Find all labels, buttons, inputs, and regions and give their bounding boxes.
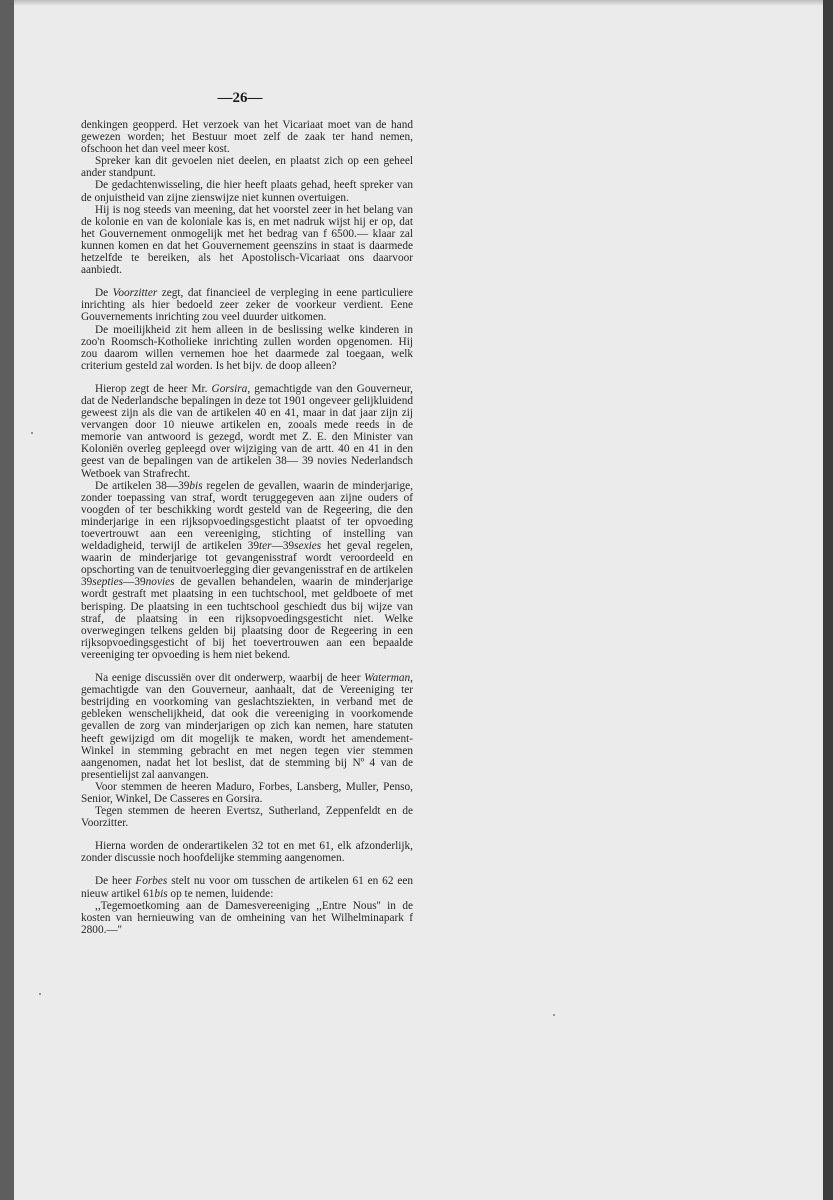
page-number: —26— bbox=[217, 90, 263, 106]
paragraph-3: De gedachtenwisseling, die hier heeft plaats gehad, heeft spreker van de onjuistheid van zijne zienswijze niet kunnen overtuigen. bbox=[81, 179, 413, 204]
text-column bbox=[81, 119, 413, 936]
speaker-name-gorsira: Gorsira bbox=[211, 382, 248, 395]
paragraph-4: Hij is nog steeds van meening, dat het voorstel zeer in het belang van de kolonie en van de koloniale kas is, en met nadruk wijst hij er op, dat het Gouvernement onmogelijk met het bedrag van f 6500.— klaar zal kunnen komen en dat het Gouvernement geenszins in staat is daarmede hetzelfde te bereiken, als het Apostolisch-Vicariaat ons daarvoor aanbiedt. bbox=[81, 203, 413, 277]
text-segment: , gemachtigde van den Gouverneur, aanhaalt, dat de Vereeniging ter bestrijding en voorkoming van geslachtsziekten, in verband met de gebleken wenschelijkheid, dat ook die vereeniging in voorkomende gevallen de zorg van minderjarigen op zich kan nemen, hare statuten heeft gewijzigd om dit mogelijk te maken, wordt het amendement-Winkel in stemming gebracht en met negen tegen vier stemmen aangenomen, nadat het lot beslist, dat de stemming bij Nº 4 van de presentielijst zal aanvangen. bbox=[81, 672, 413, 781]
paragraph-7 bbox=[81, 383, 413, 480]
paragraph-5 bbox=[81, 287, 413, 323]
italic-term: sexies bbox=[294, 540, 322, 553]
paragraph-2: Spreker kan dit gevoelen niet deelen, en plaatst zich op een geheel ander standpunt. bbox=[81, 155, 413, 180]
italic-term: bis bbox=[154, 887, 168, 900]
paragraph-7-body: , gemachtigde van den Gouverneur, dat de Nederlandsche bepalingen in deze tot 1901 ongeveer gelijkluidend geweest zijn als die van de artikelen 40 en 41, maar in dat jaar zijn zij vervangen door 10 nieuwe artikelen en, zooals mede reeds in de memorie van antwoord is gezegd, wordt met Z. E. den Minister van Koloniën overleg gepleegd over wijziging van de artt. 40 en 41 in den geest van de bepalingen van de artikelen 38— 39 novies Nederlandsch Wetboek van Strafrecht. bbox=[81, 382, 413, 480]
paragraph-10: Voor stemmen de heeren Maduro, Forbes, Lansberg, Muller, Penso, Senior, Winkel, De Casseres en Gorsira. bbox=[81, 780, 413, 805]
text-segment: De artikelen 38—39 bbox=[95, 479, 190, 492]
paragraph-9 bbox=[81, 672, 413, 781]
italic-term: Waterman bbox=[364, 672, 411, 685]
paragraph-12: Hierna worden de onderartikelen 32 tot en met 61, elk afzonderlijk, zonder discussie noch hoofdelijke stemming aangenomen. bbox=[81, 840, 413, 865]
text-segment: de gevallen behandelen, waarin de minderjarige wordt gestraft met plaatsing in een tuchtschool, met geldboete of met berisping. De plaatsing in een tuchtschool geschiedt dus bij wijze van straf, de plaatsing in een rijksopvoedingsgesticht niet. Welke overwegingen telkens gelden bij plaatsing door de Regeering in een rijksopvoedingsgesticht of bij het toevertrouwen aan een bepaalde vereeniging ter opvoeding is hem niet bekend. bbox=[81, 576, 413, 661]
paragraph-7-lead: Hierop zegt de heer Mr. bbox=[95, 382, 212, 395]
paper-speck bbox=[553, 1014, 555, 1016]
paragraph-6: De moeilijkheid zit hem alleen in de beslissing welke kinderen in zoo'n Roomsch-Kotholieke inrichting zullen worden opgenomen. Hij zou daarom willen vernemen hoe het daarmede zal toegaan, welk criterium gesteld zal worden. Is het bijv. de doop alleen? bbox=[81, 323, 413, 372]
paragraph-1: denkingen geopperd. Het verzoek van het Vicariaat moet van de hand gewezen worden; het Bestuur moet zelf de zaak ter hand nemen, ofschoon het dan veel meer kost. bbox=[81, 119, 413, 156]
paragraph-5-body: zegt, dat financieel de verpleging in eene particuliere inrichting als hier bedoeld zeer zeker de voorkeur verdient. Eene Gouvernements inrichting zou veel duurder uitkomen. bbox=[81, 287, 414, 324]
text-segment: op te nemen, luidende: bbox=[167, 887, 274, 900]
paragraph-14: ,,Tegemoetkoming aan de Damesvereeniging ,,Entre Nous'' in de kosten van hernieuwing van de omheining van het Wilhelminapark f 2800.—'' bbox=[81, 899, 413, 936]
text-segment: —39 bbox=[123, 576, 146, 589]
italic-term: ter bbox=[259, 540, 272, 553]
text-segment: regelen de gevallen, waarin de minderjarige, zonder toepassing van straf, wordt teruggegeven aan zijne ouders of voogden of ter beschikking wordt gesteld van de Regeering, die den minderjarige in een rijksopvoedingsgesticht plaatst of ter opvoeding toevertrouwt aan een vereeniging, stichting of instelling van weldadigheid, terwijl de artikelen 39 bbox=[81, 479, 413, 553]
paper-speck bbox=[39, 993, 41, 995]
italic-term: septies bbox=[92, 576, 124, 589]
italic-term: novies bbox=[145, 576, 175, 589]
text-segment: stelt nu voor om tusschen de artikelen 61 en 62 een nieuw artikel 61 bbox=[81, 875, 413, 900]
text-segment: het geval regelen, waarin de minderjarige tot gevangenisstraf wordt veroordeeld en opschorting van de tenuitvoerlegging dier gevangenisstraf en de artikelen 39 bbox=[81, 540, 413, 589]
paper-speck bbox=[31, 432, 33, 434]
page-top-edge bbox=[14, 0, 823, 6]
text-segment: —39 bbox=[271, 540, 295, 553]
speaker-name-voorzitter: Voorzitter bbox=[112, 287, 158, 300]
paragraph-13 bbox=[81, 875, 413, 899]
paragraph-5-lead: De bbox=[95, 287, 113, 300]
paragraph-11: Tegen stemmen de heeren Evertsz, Sutherland, Zeppenfeldt en de Voorzitter. bbox=[81, 805, 413, 830]
italic-term: bis bbox=[189, 479, 203, 492]
page-right-edge bbox=[823, 0, 833, 1200]
paragraph-8 bbox=[81, 480, 413, 661]
text-segment: De heer bbox=[95, 875, 136, 888]
text-segment: Na eenige discussiën over dit onderwerp, waarbij de heer bbox=[95, 672, 365, 685]
italic-term: Forbes bbox=[135, 875, 168, 888]
